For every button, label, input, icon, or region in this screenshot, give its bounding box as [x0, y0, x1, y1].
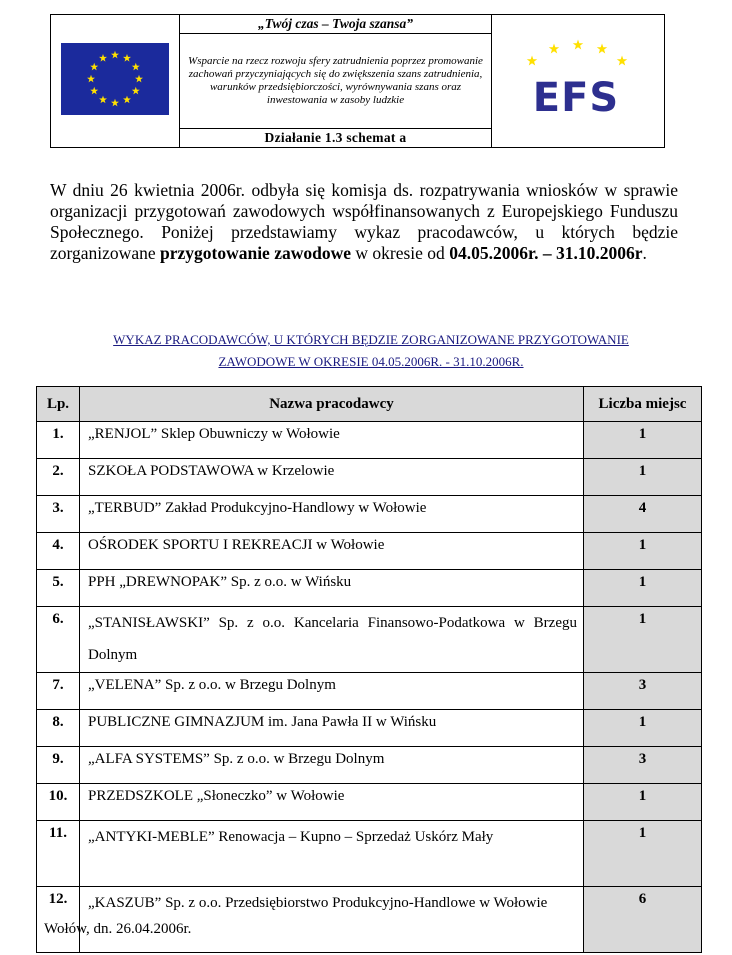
row-count: 1 — [584, 533, 702, 570]
row-lp: 8. — [37, 710, 80, 747]
row-count: 6 — [584, 887, 702, 953]
row-employer: „TERBUD” Zakład Produkcyjno-Handlowy w Wołowie — [80, 496, 584, 533]
table-row — [37, 747, 702, 784]
row-lp: 7. — [37, 673, 80, 710]
program-description: Wsparcie na rzecz rozwoju sfery zatrudnienia poprzez promowanie zachowań przyczyniających się do zwiększenia szans zatrudnienia, warunków przedsiębiorczości, wyrównywania szans oraz inwestowania w zasoby ludzkie — [180, 34, 492, 129]
row-employer: „RENJOL” Sklep Obuwniczy w Wołowie — [80, 422, 584, 459]
table-row — [37, 887, 702, 953]
row-lp: 9. — [37, 747, 80, 784]
intro-bold-2: 04.05.2006r. – 31.10.2006r — [449, 243, 643, 263]
place-date: Wołów, dn. 26.04.2006r. — [44, 921, 192, 937]
table-row — [37, 673, 702, 710]
row-employer: „STANISŁAWSKI” Sp. z o.o. Kancelaria Finansowo-Podatkowa w Brzegu Dolnym — [80, 607, 584, 673]
row-lp: 1. — [37, 422, 80, 459]
intro-paragraph — [50, 180, 678, 264]
table-row — [37, 607, 702, 673]
efs-logo-text: EFS — [532, 74, 620, 119]
efs-logo-icon — [518, 39, 638, 119]
efs-star-icon — [549, 43, 559, 53]
action-label: Działanie 1.3 schemat a — [180, 129, 492, 148]
row-lp: 4. — [37, 533, 80, 570]
row-count: 1 — [584, 784, 702, 821]
employers-table — [36, 386, 702, 953]
intro-text-3: . — [642, 243, 647, 263]
row-count: 3 — [584, 673, 702, 710]
header-table — [50, 14, 665, 148]
row-employer: „KASZUB” Sp. z o.o. Przedsiębiorstwo Produkcyjno-Handlowe w Wołowie — [80, 887, 584, 953]
intro-text-1: W dniu 26 kwietnia 2006r. odbyła się komisja ds. rozpatrywania wniosków w sprawie organizacji przygotowań zawodowych współfinansowanych z Europejskiego Funduszu Społecznego. Poniżej przedstawiamy wykaz pracodawców, u których będzie zorganizowane — [50, 180, 678, 263]
eu-flag-cell — [51, 15, 180, 148]
table-row — [37, 422, 702, 459]
efs-star-icon — [597, 43, 607, 53]
row-lp: 11. — [37, 821, 80, 887]
row-lp: 2. — [37, 459, 80, 496]
col-count-header: Liczba miejsc — [584, 387, 702, 422]
row-employer: PUBLICZNE GIMNAZJUM im. Jana Pawła II w Wińsku — [80, 710, 584, 747]
table-row — [37, 496, 702, 533]
col-name-header: Nazwa pracodawcy — [80, 387, 584, 422]
row-lp: 10. — [37, 784, 80, 821]
row-employer: „VELENA” Sp. z o.o. w Brzegu Dolnym — [80, 673, 584, 710]
row-count: 1 — [584, 459, 702, 496]
table-row — [37, 459, 702, 496]
row-employer: PPH „DREWNOPAK” Sp. z o.o. w Wińsku — [80, 570, 584, 607]
row-count: 1 — [584, 821, 702, 887]
table-row — [37, 710, 702, 747]
row-employer: PRZEDSZKOLE „Słoneczko” w Wołowie — [80, 784, 584, 821]
efs-star-icon — [573, 39, 583, 49]
row-lp: 5. — [37, 570, 80, 607]
row-count: 1 — [584, 422, 702, 459]
row-count: 4 — [584, 496, 702, 533]
row-lp: 12. — [37, 887, 80, 953]
row-count: 1 — [584, 570, 702, 607]
program-title: „Twój czas – Twoja szansa” — [180, 15, 492, 34]
table-header-row — [37, 387, 702, 422]
table-row — [37, 821, 702, 887]
table-row — [37, 784, 702, 821]
row-count: 1 — [584, 710, 702, 747]
row-employer: OŚRODEK SPORTU I REKREACJI w Wołowie — [80, 533, 584, 570]
intro-text-2: w okresie od — [351, 243, 450, 263]
row-employer: „ALFA SYSTEMS” Sp. z o.o. w Brzegu Dolnym — [80, 747, 584, 784]
table-row — [37, 570, 702, 607]
efs-logo-cell — [492, 15, 665, 148]
table-row — [37, 533, 702, 570]
heading-line-1: WYKAZ PRACODAWCÓW, U KTÓRYCH BĘDZIE ZORGANIZOWANE PRZYGOTOWANIE — [113, 332, 629, 347]
col-lp-header: Lp. — [37, 387, 80, 422]
efs-star-icon — [527, 55, 537, 65]
heading-line-2: ZAWODOWE W OKRESIE 04.05.2006R. - 31.10.2006R. — [218, 354, 524, 369]
intro-bold-1: przygotowanie zawodowe — [159, 243, 351, 263]
row-employer: SZKOŁA PODSTAWOWA w Krzelowie — [80, 459, 584, 496]
row-lp: 6. — [37, 607, 80, 673]
row-count: 1 — [584, 607, 702, 673]
list-heading — [36, 329, 706, 373]
efs-star-icon — [617, 55, 627, 65]
row-count: 3 — [584, 747, 702, 784]
row-lp: 3. — [37, 496, 80, 533]
row-employer: „ANTYKI-MEBLE” Renowacja – Kupno – Sprzedaż Uskórz Mały — [80, 821, 584, 887]
eu-flag-icon — [61, 43, 169, 115]
